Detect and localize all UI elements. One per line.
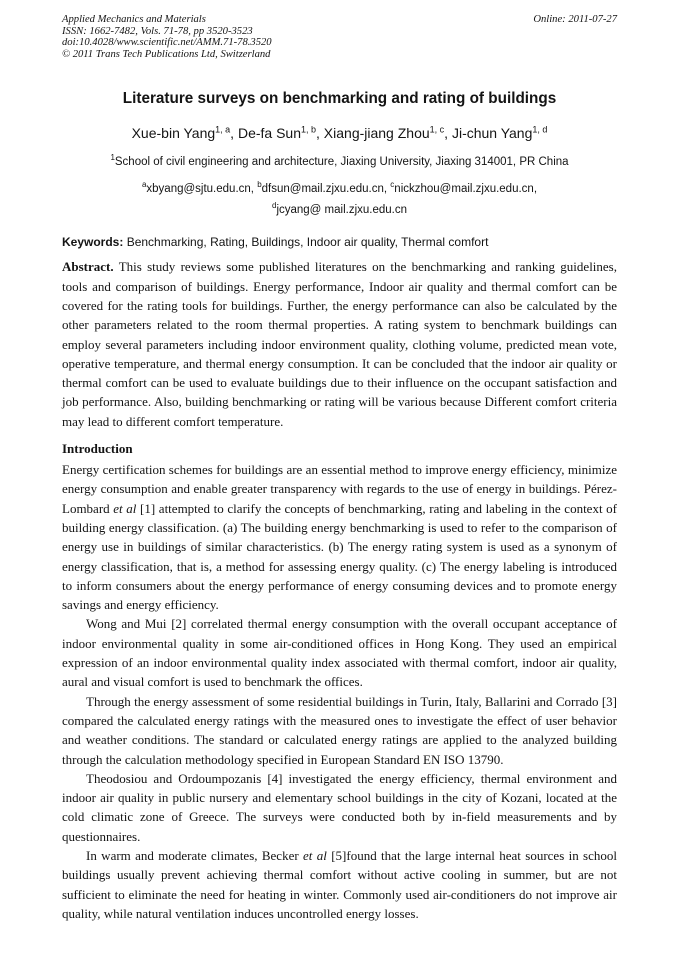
author-separator: , bbox=[230, 125, 238, 142]
email-d bbox=[271, 201, 408, 217]
issn-line: ISSN: 1662-7482, Vols. 71-78, pp 3520-3523 bbox=[62, 25, 253, 37]
intro-p1-text-a: Energy certification schemes for buildings are an essential method to improve energy efficiency, minimize energy consumption and enable greater transparency with regards to the use of energy in buildings. Pérez-Lombard bbox=[62, 462, 617, 516]
keywords-line bbox=[62, 235, 617, 249]
intro-paragraph-1 bbox=[62, 460, 617, 614]
introduction-heading: Introduction bbox=[62, 441, 133, 457]
abstract-label: Abstract. bbox=[62, 259, 114, 275]
email-b-address: dfsun@mail.zjxu.edu.cn bbox=[261, 183, 384, 196]
intro-p5-text-a: In warm and moderate climates, Becker bbox=[86, 847, 304, 863]
journal-info-block bbox=[62, 14, 272, 60]
intro-p5-text-b: [5]found that the large internal heat sources in school buildings usually prevent achieving thermal comfort without active cooling in summer, but are not sufficient to eliminate the need for heating in winter. Commonly used air-conditioners do not improve air quality, while natural ventilation induces uncontrolled energy losses. bbox=[62, 847, 618, 921]
emails-line-1 bbox=[62, 180, 617, 196]
email-a bbox=[141, 180, 258, 196]
journal-name: Applied Mechanics and Materials bbox=[62, 14, 206, 25]
email-b-sup: b bbox=[257, 180, 262, 190]
abstract-paragraph bbox=[62, 257, 617, 431]
affiliation-sup: 1 bbox=[110, 153, 115, 163]
author-2-affil-sup: 1, b bbox=[301, 124, 317, 135]
author-4 bbox=[452, 125, 547, 141]
authors-line bbox=[62, 125, 617, 141]
email-c bbox=[390, 180, 538, 196]
intro-paragraph-4: Theodosiou and Ordoumpozanis [4] investigated the energy efficiency, thermal environment and indoor air quality in public nursery and elementary school buildings in the city of Kozani, located at the cold climatic zone of Greece. The surveys were conducted both by in-field measurements and by questionnaires. bbox=[62, 770, 617, 844]
paper-title: Literature surveys on benchmarking and rating of buildings bbox=[122, 90, 557, 108]
email-d-address: jcyang@ mail.zjxu.edu.cn bbox=[276, 204, 408, 217]
keywords-text: Benchmarking, Rating, Buildings, Indoor air quality, Thermal comfort bbox=[123, 235, 489, 250]
email-separator: , bbox=[383, 183, 391, 196]
intro-paragraph-3: Through the energy assessment of some residential buildings in Turin, Italy, Ballarini and Corrado [3] compared the calculated energy ratings with the measured ones to investigate the effect of user behavior and weather conditions. The standard or calculated energy ratings are applied to the analyzed building through the calculation methodology specified in European Standard EN ISO 13790. bbox=[62, 693, 617, 767]
emails-line-2 bbox=[62, 201, 617, 217]
author-4-name: Ji-chun Yang bbox=[451, 125, 533, 142]
author-separator: , bbox=[316, 125, 324, 142]
affiliation-line bbox=[62, 153, 617, 169]
author-3-affil-sup: 1, c bbox=[429, 124, 445, 135]
affiliation-text: School of civil engineering and architecture, Jiaxing University, Jiaxing 314001, PR China bbox=[114, 156, 569, 169]
copyright-line: © 2011 Trans Tech Publications Ltd, Switzerland bbox=[62, 48, 271, 60]
email-d-sup: d bbox=[271, 201, 277, 211]
et-al-italic: et al bbox=[113, 500, 137, 516]
author-3 bbox=[324, 125, 452, 141]
author-1-affil-sup: 1, a bbox=[215, 124, 231, 135]
email-separator: , bbox=[250, 183, 258, 196]
doi-line: doi:10.4028/www.scientific.net/AMM.71-78.3520 bbox=[62, 37, 272, 49]
abstract-text: This study reviews some published literatures on the benchmarking and ranking guidelines, tools and comparison of buildings. Energy performance, Indoor air quality and thermal comfort can be covered for the rating tools for buildings. Further, the energy performance can also be calculated by the other parameters related to the room thermal properties. A rating system to benchmark buildings can employ several parameters including indoor environment quality, clothing volume, predicted mean vote, operative temperature, and thermal energy consumption. It can be concluded that the indoor air quality or thermal comfort can be used to evaluate buildings due to their influence on the occupant satisfaction and job performance. Also, building benchmarking or rating will be various because Different comfort criteria may lead to different comfort temperature. bbox=[62, 259, 617, 429]
author-3-name: Xiang-jiang Zhou bbox=[323, 125, 430, 142]
email-a-address: xbyang@sjtu.edu.cn bbox=[146, 183, 251, 196]
email-b bbox=[257, 180, 391, 196]
author-separator: , bbox=[444, 125, 452, 142]
keywords-label: Keywords: bbox=[62, 235, 124, 250]
page-header bbox=[62, 14, 617, 60]
author-2-name: De-fa Sun bbox=[237, 125, 301, 142]
intro-p1-text-b: [1] attempted to clarify the concepts of benchmarking, rating and labeling in the context of building energy classification. (a) The building energy benchmarking is used to refer to the comparison of energy use in buildings of similar characteristics. (b) The energy rating system is used as a synonym of energy classification, that is, a method for assessing energy quality. (c) The energy labeling is introduced to inform consumers about the energy performance of energy consuming devices and to promote energy savings and energy efficiency. bbox=[62, 500, 618, 613]
et-al-italic: et al bbox=[303, 847, 327, 863]
author-1 bbox=[132, 125, 238, 141]
email-c-address: nickzhou@mail.zjxu.edu.cn bbox=[394, 183, 534, 196]
author-4-affil-sup: 1, d bbox=[532, 124, 548, 135]
author-2 bbox=[238, 125, 324, 141]
email-c-sup: c bbox=[390, 180, 395, 190]
email-separator: , bbox=[533, 183, 538, 196]
email-a-sup: a bbox=[141, 180, 147, 190]
online-date: Online: 2011-07-27 bbox=[533, 14, 617, 25]
author-1-name: Xue-bin Yang bbox=[131, 125, 216, 142]
intro-paragraph-2: Wong and Mui [2] correlated thermal energy consumption with the overall occupant acceptance of indoor environmental quality in some air-conditioned offices in Hong Kong. They used an empirical expression of an indoor environmental quality index associated with thermal comfort, indoor air quality, aural and visual comfort is used to benchmark the offices. bbox=[62, 616, 617, 690]
intro-paragraph-5 bbox=[62, 846, 617, 923]
